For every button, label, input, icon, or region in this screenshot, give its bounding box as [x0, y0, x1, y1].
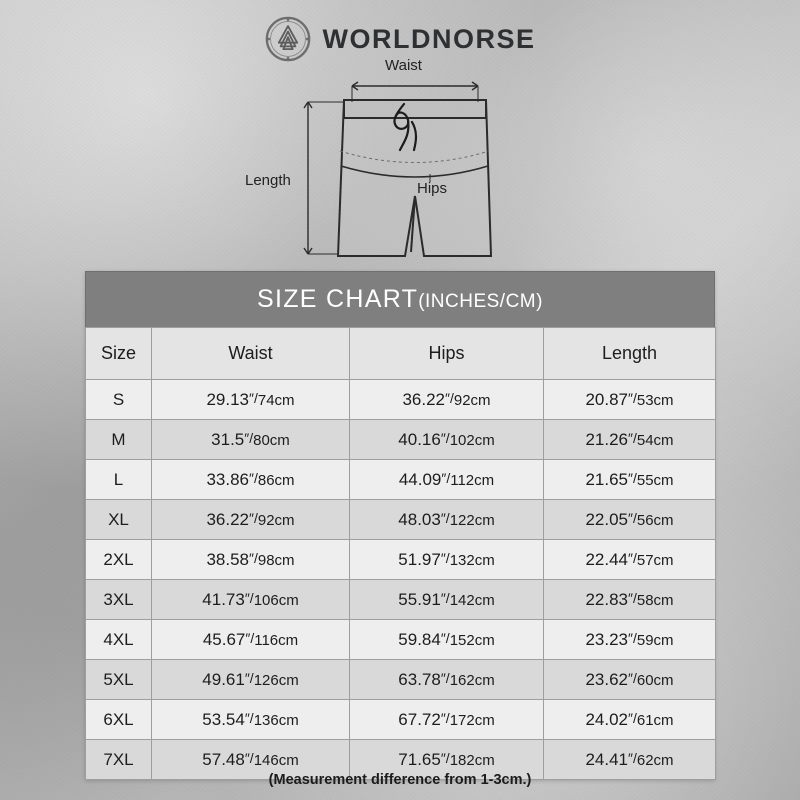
table-row [86, 580, 716, 620]
cell-size: S [86, 380, 152, 420]
cell-length: 20.87″/53cm [544, 380, 716, 420]
table-row [86, 660, 716, 700]
cell-hips: 63.78″/162cm [350, 660, 544, 700]
cell-length: 24.41″/62cm [544, 740, 716, 780]
measurement-footnote: (Measurement difference from 1-3cm.) [268, 772, 532, 788]
cell-hips: 40.16″/102cm [350, 420, 544, 460]
table-row [86, 380, 716, 420]
cell-waist: 36.22″/92cm [152, 500, 350, 540]
table-row [86, 540, 716, 580]
cell-waist: 41.73″/106cm [152, 580, 350, 620]
cell-size: 6XL [86, 700, 152, 740]
cell-size: XL [86, 500, 152, 540]
cell-size: 4XL [86, 620, 152, 660]
cell-length: 21.65″/55cm [544, 460, 716, 500]
cell-length: 23.62″/60cm [544, 660, 716, 700]
cell-length: 23.23″/59cm [544, 620, 716, 660]
page-title [257, 285, 543, 314]
cell-size: L [86, 460, 152, 500]
column-header-hips: Hips [350, 328, 544, 380]
size-chart-title-units: (INCHES/CM) [418, 291, 543, 312]
diagram-label-waist: Waist [385, 57, 422, 74]
cell-size: 5XL [86, 660, 152, 700]
brand-header [0, 16, 800, 62]
cell-size: 7XL [86, 740, 152, 780]
cell-hips: 44.09″/112cm [350, 460, 544, 500]
cell-hips: 48.03″/122cm [350, 500, 544, 540]
diagram-label-length: Length [245, 172, 291, 189]
size-chart-title-bar [85, 271, 715, 327]
cell-length: 21.26″/54cm [544, 420, 716, 460]
table-row [86, 420, 716, 460]
cell-length: 22.44″/57cm [544, 540, 716, 580]
diagram-label-hips: Hips [417, 180, 448, 197]
cell-length: 24.02″/61cm [544, 700, 716, 740]
table-row [86, 460, 716, 500]
cell-waist: 29.13″/74cm [152, 380, 350, 420]
cell-length: 22.83″/58cm [544, 580, 716, 620]
cell-hips: 67.72″/172cm [350, 700, 544, 740]
cell-hips: 36.22″/92cm [350, 380, 544, 420]
size-chart-table [85, 327, 716, 780]
column-header-size: Size [86, 328, 152, 380]
cell-waist: 31.5″/80cm [152, 420, 350, 460]
cell-hips: 59.84″/152cm [350, 620, 544, 660]
size-chart-title-text: SIZE CHART [257, 285, 419, 313]
cell-hips: 71.65″/182cm [350, 740, 544, 780]
cell-length: 22.05″/56cm [544, 500, 716, 540]
cell-waist: 33.86″/86cm [152, 460, 350, 500]
cell-size: M [86, 420, 152, 460]
table-row [86, 700, 716, 740]
column-header-waist: Waist [152, 328, 350, 380]
shorts-measurement-diagram [0, 56, 800, 271]
table-header-row [86, 328, 716, 380]
table-row [86, 500, 716, 540]
cell-waist: 49.61″/126cm [152, 660, 350, 700]
size-chart-card [85, 271, 715, 780]
cell-waist: 45.67″/116cm [152, 620, 350, 660]
cell-waist: 57.48″/146cm [152, 740, 350, 780]
cell-hips: 55.91″/142cm [350, 580, 544, 620]
table-row [86, 620, 716, 660]
cell-size: 3XL [86, 580, 152, 620]
cell-size: 2XL [86, 540, 152, 580]
cell-hips: 51.97″/132cm [350, 540, 544, 580]
valknut-knot-icon [265, 16, 311, 62]
brand-name: WORLDNORSE [322, 23, 536, 54]
cell-waist: 38.58″/98cm [152, 540, 350, 580]
cell-waist: 53.54″/136cm [152, 700, 350, 740]
column-header-length: Length [544, 328, 716, 380]
